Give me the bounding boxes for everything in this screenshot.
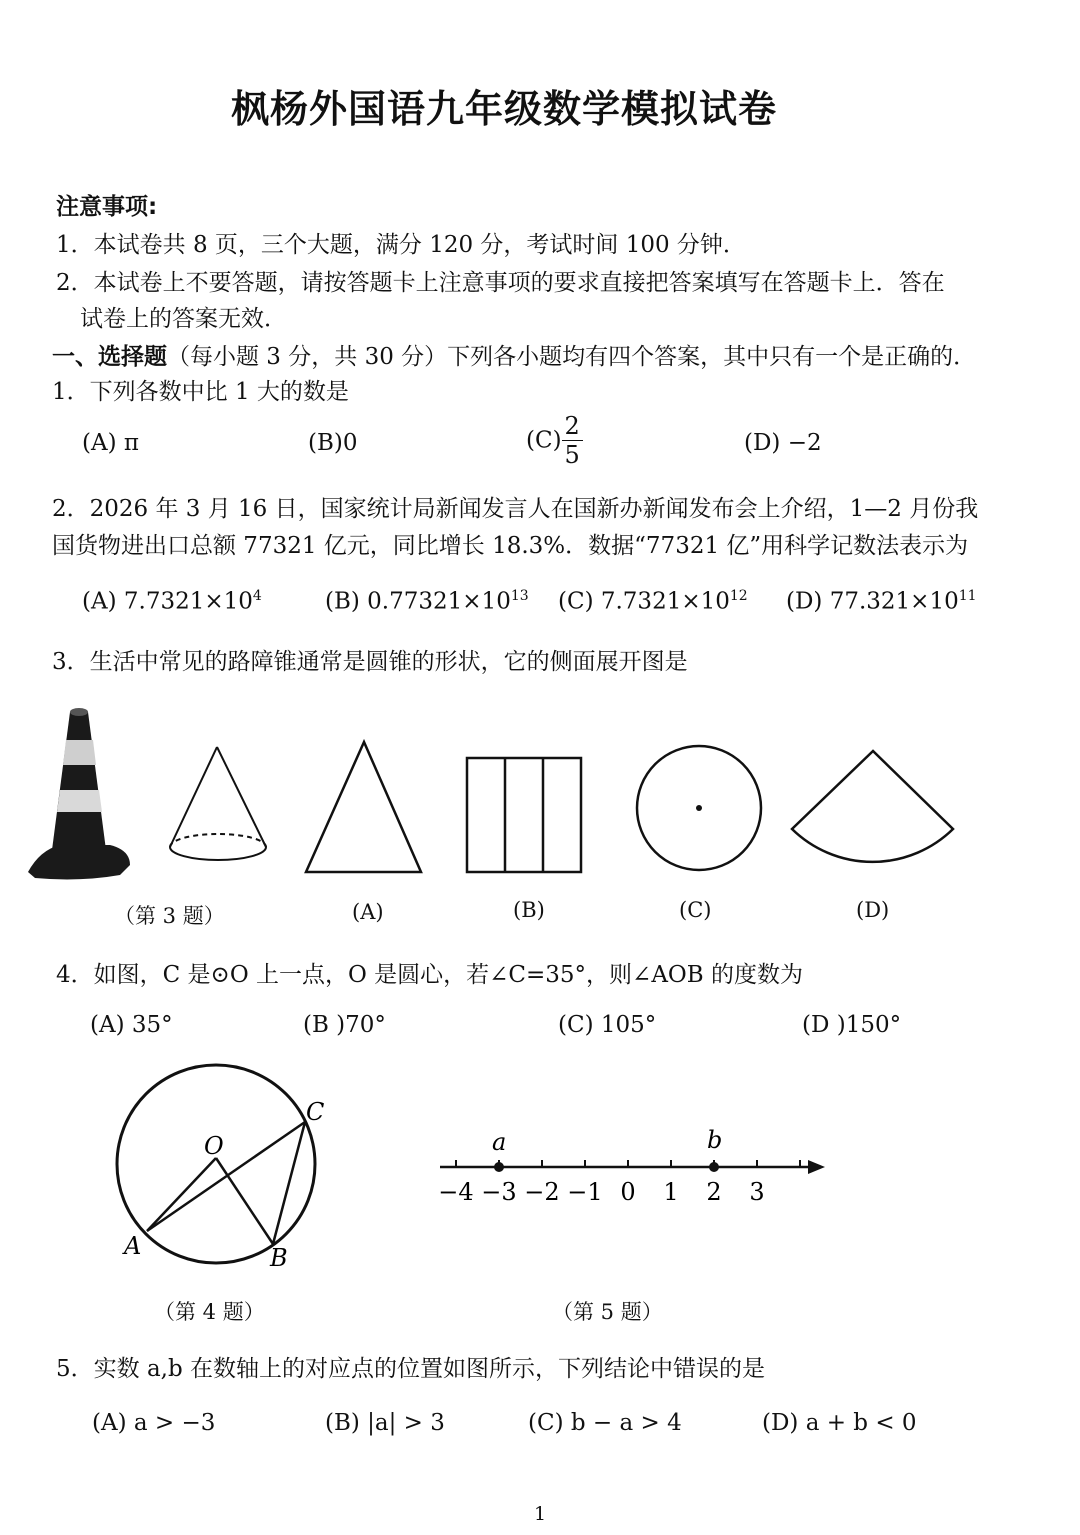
notice-heading: 注意事项: [56, 194, 158, 220]
sci-exponent: 11 [958, 588, 977, 604]
sci-exponent: 13 [510, 588, 529, 604]
tick-label: 0 [620, 1178, 636, 1206]
option-d-sector [792, 751, 953, 862]
cone-diagram [170, 747, 266, 860]
point-b-label: B [270, 1244, 288, 1272]
q5-number-line [420, 1120, 840, 1215]
q1-option-c-label: (C) [526, 427, 562, 454]
q1-option-b: (B)0 [308, 430, 358, 456]
fraction-numerator: 2 [562, 414, 583, 441]
fraction-denominator: 5 [564, 441, 580, 469]
q5-option-d: (D) a + b < 0 [762, 1410, 917, 1436]
q4-option-c: (C) 105° [558, 1012, 657, 1038]
option-label: (C) [558, 588, 601, 615]
notice-item-2-line-2: 试卷上的答案无效． [80, 306, 287, 332]
q1-option-d: (D) −2 [744, 430, 822, 456]
point-o-label: O [204, 1132, 224, 1160]
tick-label: −4 [438, 1178, 474, 1206]
fraction [562, 414, 583, 467]
q3-label-a: (A) [352, 900, 384, 924]
point-c-label: C [306, 1098, 325, 1126]
option-label: (A) [82, 588, 124, 615]
q2-option-b [325, 588, 529, 615]
circle-o [117, 1065, 315, 1263]
q1-stem: 1．下列各数中比 1 大的数是 [52, 379, 349, 405]
q3-figure-caption: （第 3 题） [114, 904, 225, 928]
page-title: 枫杨外国语九年级数学模拟试卷 [230, 87, 777, 131]
notice-item-1: 1．本试卷共 8 页，三个大题，满分 120 分，考试时间 100 分钟． [56, 232, 746, 258]
q2-line-2: 国货物进出口总额 77321 亿元，同比增长 18.3%．数据“77321 亿”用科学记数法表示为 [52, 533, 969, 559]
tick-label: −1 [567, 1178, 603, 1206]
q5-stem: 5．实数 a,b 在数轴上的对应点的位置如图所示，下列结论中错误的是 [56, 1356, 766, 1382]
section-heading [52, 338, 976, 371]
section-description: （每小题 3 分，共 30 分）下列各小题均有四个答案，其中只有一个是正确的． [167, 344, 977, 370]
section-label: 一、选择题 [52, 344, 167, 370]
option-a-triangle [306, 742, 421, 872]
sci-exponent: 4 [252, 588, 262, 604]
option-label: (B) [325, 588, 368, 615]
q2-option-a [82, 588, 262, 615]
sci-base: 0.77321×10 [367, 588, 511, 615]
q1-option-a: (A) π [82, 430, 139, 456]
tick-label: 1 [663, 1178, 679, 1206]
q3-figures [0, 700, 1080, 890]
q4-option-a: (A) 35° [90, 1012, 173, 1038]
q1-option-c [526, 414, 583, 467]
chord-lines [147, 1122, 305, 1244]
q4-stem: 4．如图，C 是⊙O 上一点，O 是圆心，若∠C=35°，则∠AOB 的度数为 [56, 962, 804, 988]
q3-label-d: (D) [856, 898, 890, 922]
q4-option-d: (D )150° [802, 1012, 902, 1038]
notice-item-2-line-1: 2．本试卷上不要答题，请按答题卡上注意事项的要求直接把答案填写在答题卡上．答在 [56, 270, 945, 296]
q5-option-b: (B) |a| > 3 [325, 1410, 445, 1436]
arrow-icon [808, 1160, 825, 1174]
tick-label: −3 [481, 1178, 517, 1206]
point-b-dot [709, 1162, 719, 1172]
q3-label-c: (C) [679, 898, 712, 922]
point-a-label: a [492, 1128, 507, 1156]
q4-figure-caption: （第 4 题） [154, 1300, 265, 1324]
tick-labels [438, 1178, 764, 1206]
point-a-dot [494, 1162, 504, 1172]
sci-base: 7.7321×10 [600, 588, 730, 615]
q2-option-d [786, 588, 977, 615]
q5-figure-caption: （第 5 题） [552, 1300, 663, 1324]
q5-option-a: (A) a > −3 [92, 1410, 216, 1436]
point-b-label: b [707, 1126, 723, 1154]
option-b-rectangle [467, 758, 581, 872]
page-number: 1 [534, 1503, 547, 1525]
q2-option-c [558, 588, 748, 615]
traffic-cone-icon [28, 708, 130, 879]
q3-label-b: (B) [513, 898, 545, 922]
q5-option-c: (C) b − a > 4 [528, 1410, 682, 1436]
q3-stem: 3．生活中常见的路障锥通常是圆锥的形状，它的侧面展开图是 [52, 649, 688, 675]
tick-label: 3 [749, 1178, 765, 1206]
q2-line-1: 2．2026 年 3 月 16 日，国家统计局新闻发言人在国新办新闻发布会上介绍，1—2 月份我 [52, 496, 979, 522]
q4-option-b: (B )70° [303, 1012, 386, 1038]
sci-base: 77.321×10 [829, 588, 959, 615]
sci-exponent: 12 [729, 588, 748, 604]
point-a-label: A [124, 1232, 142, 1260]
option-c-circle [637, 746, 761, 870]
tick-label: −2 [524, 1178, 560, 1206]
tick-label: 2 [706, 1178, 722, 1206]
sci-base: 7.7321×10 [123, 588, 253, 615]
q4-circle-figure [100, 1060, 350, 1280]
option-label: (D) [786, 588, 830, 615]
